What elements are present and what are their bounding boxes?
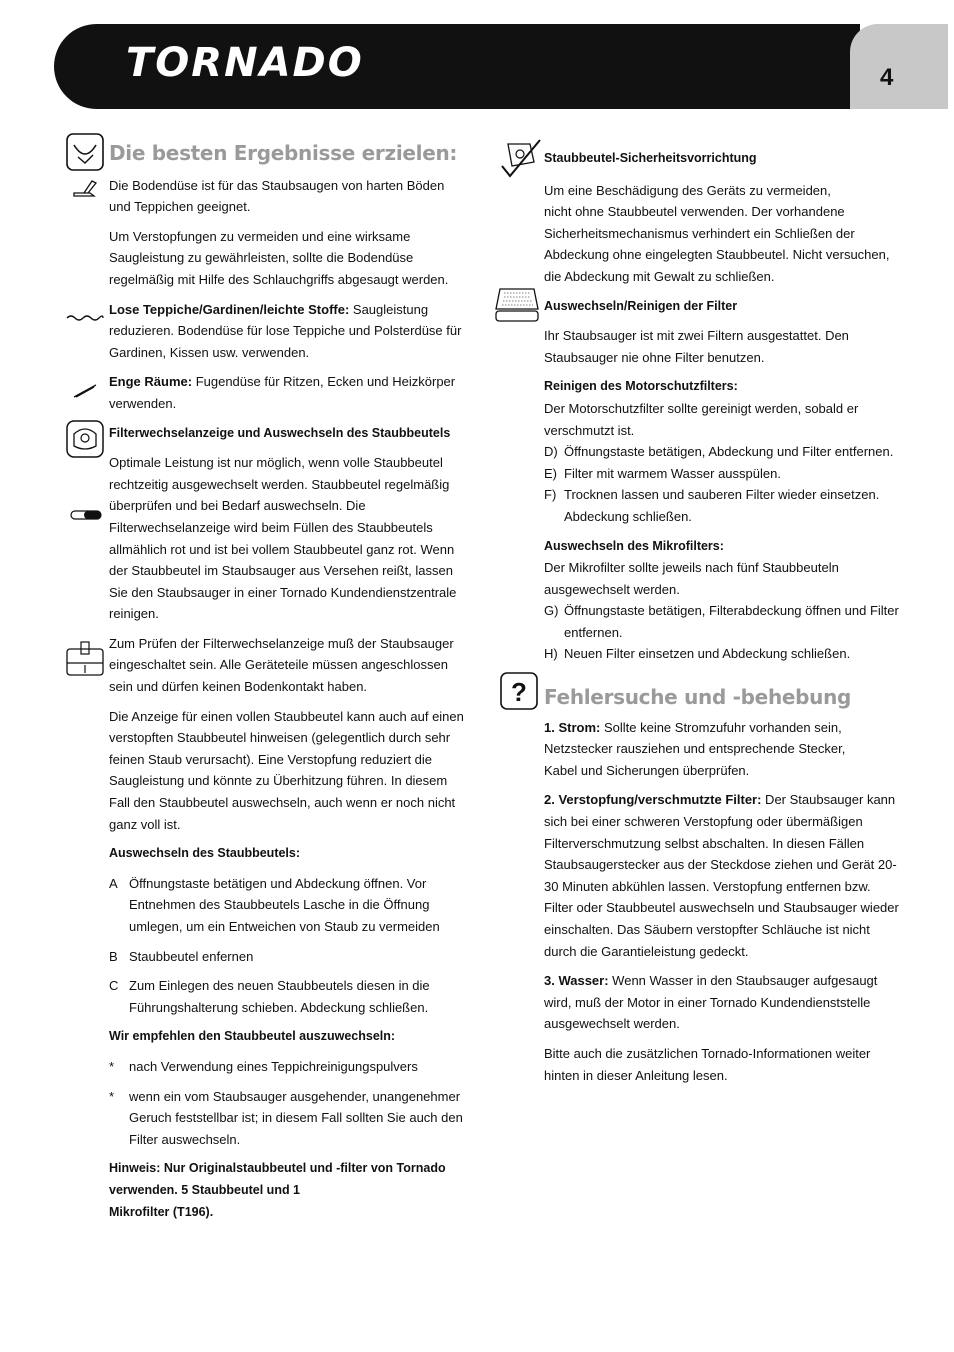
step-marker: H) — [544, 646, 558, 662]
loose-fabrics-text — [109, 299, 465, 364]
microfilter-steps — [544, 600, 900, 665]
question-mark-icon: ? — [511, 677, 527, 707]
step-marker: C — [109, 978, 119, 994]
narrow-spaces-text — [109, 371, 465, 414]
step-marker: F) — [544, 487, 557, 503]
clog-tip — [544, 789, 900, 962]
page-number: 4 — [880, 64, 894, 91]
power-tip — [544, 717, 900, 782]
motor-filter-text: Der Motorschutzfilter sollte gereinigt werden, sobald er verschmutzt ist. — [544, 400, 859, 438]
loose-fabric-icon — [66, 313, 104, 323]
narrow-spaces-label: Enge Räume: — [109, 374, 193, 390]
recommend-list — [109, 1056, 465, 1150]
water-body: Wenn Wasser in den Staubsauger aufgesaugt wird, muß der Motor in einer Tornado Kundendienststelle ausgewechselt werden. — [544, 973, 878, 1032]
microfilter-text: Der Mikrofilter sollte jeweils nach fünf Staubbeuteln ausgewechselt werden. — [544, 560, 839, 597]
step-text: Staubbeutel enfernen — [129, 948, 254, 964]
bag-safety-heading: Staubbeutel-Sicherheitsvorrichtung — [544, 151, 757, 165]
step-marker: B — [109, 948, 118, 964]
recommend-heading: Wir empfehlen den Staubbeutel auszuwechseln: — [109, 1029, 396, 1044]
results-icon — [66, 133, 104, 171]
list-item — [544, 463, 900, 485]
bag-safety-text — [544, 180, 900, 288]
note-line: Mikrofilter (T196). — [109, 1204, 214, 1219]
clog-label: 2. Verstopfung/verschmutzte Filter: — [544, 792, 762, 808]
loose-fabrics-body: Saugleistung reduzieren. Bodendüse für lose Teppiche und Polsterdüse für Gardinen, Kissen usw. verwenden. — [109, 301, 462, 360]
list-item — [544, 643, 900, 665]
step-text: Neuen Filter einsetzen und Abdeckung schließen. — [564, 646, 851, 662]
step-text: Öffnungstaste betätigen und Abdeckung öffnen. Vor Entnehmen des Staubbeutels Lasche in die Öffnung umlegen, um ein Entweichen von Staub zu vermeiden — [129, 875, 440, 934]
note-line: Hinweis: Nur Originalstaubbeutel und -filter von Tornado — [109, 1161, 446, 1176]
power-label: 1. Strom: — [544, 719, 601, 735]
floor-nozzle-icon — [70, 178, 98, 200]
step-text: Öffnungstaste betätigen, Filterabdeckung öffnen und Filter entfernen. — [564, 603, 899, 640]
page-tab — [850, 24, 948, 109]
indicator-bar-icon — [70, 510, 102, 520]
filter-heading: Auswechseln/Reinigen der Filter — [544, 298, 738, 313]
left-column — [109, 143, 465, 1223]
crevice-tool-icon — [72, 383, 98, 399]
motor-filter-heading: Reinigen des Motorschutzfilters: — [544, 379, 738, 394]
note-line: verwenden. 5 Staubbeutel und 1 — [109, 1182, 301, 1197]
bag-safety-line1: Um eine Beschädigung des Geräts zu vermeiden, — [544, 182, 831, 198]
section-heading-troubleshooting: Fehlersuche und -behebung — [544, 685, 852, 710]
power-line1: Sollte keine Stromzufuhr vorhanden sein, — [600, 719, 842, 735]
microfilter-heading: Auswechseln des Mikrofilters: — [544, 538, 724, 553]
filter-icon — [494, 287, 540, 323]
filter-indicator-icon — [66, 420, 104, 458]
power-line2: Netzstecker rausziehen und entsprechende Stecker, — [544, 741, 846, 757]
section-heading-results: Die besten Ergebnisse erzielen: — [109, 141, 458, 165]
clogged-bag-text: Die Anzeige für einen vollen Staubbeutel kann auch auf einen verstopften Staubbeutel hinweisen (gelegentlich durch sehr feinen Staub verursacht). Eine Verstopfung reduziert die Saugleistung und könnte zu Überhitzung führen. In diesem Fall den Staubbeutel auswechseln, auch wenn er noch nicht ganz voll ist. — [109, 708, 464, 832]
step-marker: E) — [544, 465, 557, 481]
list-item — [544, 484, 900, 527]
list-item — [544, 441, 900, 463]
motor-filter-steps — [544, 441, 900, 527]
bag-replace-heading: Auswechseln des Staubbeutels: — [109, 846, 301, 861]
step-text: Zum Einlegen des neuen Staubbeutels diesen in die Führungshalterung schieben. Abdeckung schließen. — [129, 978, 430, 1015]
step-marker: G) — [544, 603, 559, 619]
bag-safety-icon — [500, 138, 542, 180]
list-item — [109, 873, 465, 938]
loose-fabrics-label: Lose Teppiche/Gardinen/leichte Stoffe: — [109, 301, 350, 317]
bullet-text: wenn ein vom Staubsauger ausgehender, unangenehmer Geruch feststellbar ist; in diesem Fall sollten Sie auch den Filter auswechseln. — [129, 1088, 463, 1147]
bag-replace-steps — [109, 873, 465, 1019]
floor-nozzle-text: Die Bodendüse ist für das Staubsaugen von harten Böden und Teppichen geeignet. — [109, 177, 445, 215]
tornado-logo: TORNADO — [126, 40, 364, 86]
list-item — [109, 1056, 465, 1078]
step-marker: A — [109, 875, 118, 891]
page-header — [54, 24, 948, 109]
step-marker: D) — [544, 444, 558, 460]
additional-info-text: Bitte auch die zusätzlichen Tornado-Informationen weiter hinten in dieser Anleitung lesen. — [544, 1045, 871, 1083]
power-line3: Kabel und Sicherungen überprüfen. — [544, 762, 750, 778]
list-item — [109, 975, 465, 1018]
list-item — [109, 1086, 465, 1151]
original-parts-note — [109, 1158, 465, 1223]
indicator-check-text: Zum Prüfen der Filterwechselanzeige muß der Staubsauger eingeschaltet sein. Alle Geräteteile müssen angeschlossen sein und dürfen keinen Bodenkontakt haben. — [109, 635, 454, 695]
narrow-spaces-body: Fugendüse für Ritzen, Ecken und Heizkörper verwenden. — [109, 374, 456, 411]
water-tip — [544, 970, 900, 1035]
bullet-marker: * — [109, 1058, 115, 1074]
step-text: Trocknen lassen und sauberen Filter wieder einsetzen. Abdeckung schließen. — [564, 487, 880, 524]
bullet-marker: * — [109, 1088, 115, 1104]
bullet-text: nach Verwendung eines Teppichreinigungspulvers — [129, 1058, 418, 1074]
step-text: Öffnungstaste betätigen, Abdeckung und Filter entfernen. — [564, 444, 894, 460]
water-label: 3. Wasser: — [544, 973, 609, 989]
bag-safety-line2: nicht ohne Staubbeutel verwenden. Der vorhandene Sicherheitsmechanismus verhindert ein Schließen der Abdeckung ohne eingelegten Staubbeutel. Nicht versuchen, die Abdeckung mit Gewalt zu schließen. — [544, 204, 890, 284]
list-item — [109, 946, 465, 968]
check-indicator-icon — [66, 641, 104, 679]
bag-change-text: Optimale Leistung ist nur möglich, wenn volle Staubbeutel rechtzeitig ausgewechselt werden. Staubbeutel regelmäßig überprüfen und bei Bedarf auswechseln. Die Filterwechselanzeige wird beim Füllen des Staubbeutels allmählich rot und ist bei vollem Staubbeutel ganz rot. Wenn der Staubbeutel im Staubsauger aus Versehen reißt, lassen Sie den Staubsauger in einer Tornado Kundendienstzentrale reinigen. — [109, 455, 457, 622]
right-column — [544, 148, 900, 1094]
troubleshooting-icon — [500, 672, 538, 710]
clog-body: Der Staubsauger kann sich bei einer schweren Verstopfung oder übermäßigen Filterverschmutzung selbst abschalten. In diesen Fällen Staubsaugerstecker aus der Steckdose ziehen und Gerät 20-30 Minuten abkühlen lassen. Verstopfung entfernen bzw. Filter oder Staubbeutel auswechseln und Staubsauger wieder einschalten. Das Säubern verstopfter Schläuche ist nicht durch die Garantieleistung gedeckt. — [544, 792, 899, 959]
nozzle-clean-text: Um Verstopfungen zu vermeiden und eine wirksame Saugleistung zu gewährleisten, sollte die Bodendüse regelmäßig mit Hilfe des Schlauchgriffs abgesaugt werden. — [109, 228, 449, 287]
list-item — [544, 600, 900, 643]
step-text: Filter mit warmem Wasser ausspülen. — [564, 465, 781, 481]
filter-intro-text: Ihr Staubsauger ist mit zwei Filtern ausgestattet. Den Staubsauger nie ohne Filter benutzen. — [544, 328, 849, 365]
filter-indicator-heading: Filterwechselanzeige und Auswechseln des Staubbeutels — [109, 425, 451, 440]
